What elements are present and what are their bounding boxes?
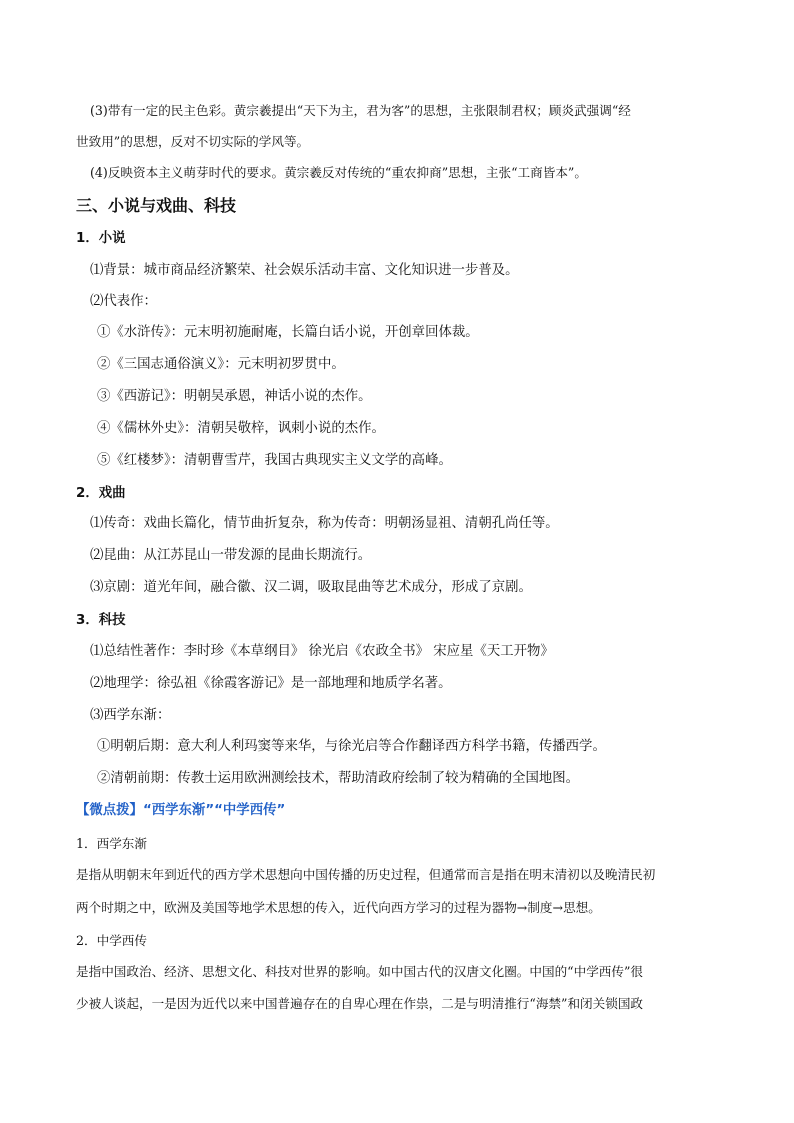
section-title: 三、小说与戏曲、科技 bbox=[76, 196, 237, 215]
novel-background: ⑴背景：城市商品经济繁荣、社会娱乐活动丰富、文化知识进一步普及。 bbox=[90, 263, 519, 278]
novel-work-item: ⑤《红楼梦》：清朝曹雪芹，我国古典现实主义文学的高峰。 bbox=[97, 453, 452, 468]
tech-geography: ⑵地理学：徐弘祖《徐霞客游记》是一部地理和地质学名著。 bbox=[90, 676, 452, 691]
tech-summary: ⑴总结性著作：李时珍《本草纲目》 徐光启《农政全书》 宋应星《天工开物》 bbox=[90, 644, 554, 659]
novel-work-item: ③《西游记》：明朝吴承恩，神话小说的杰作。 bbox=[97, 389, 372, 404]
tech-west-item: ①明朝后期：意大利人利玛窦等来华，与徐光启等合作翻译西方科学书籍，传播西学。 bbox=[97, 739, 606, 754]
tip-paragraph-2-line-2: 少被人谈起，一是因为近代以来中国普遍存在的自卑心理在作祟，二是与明清推行“海禁”和闭关锁国政 bbox=[76, 996, 644, 1011]
opera-heading: 2．戏曲 bbox=[76, 486, 126, 501]
tip-subheading-1: 1．西学东渐 bbox=[76, 836, 147, 851]
tech-west-item: ②清朝前期：传教士运用欧洲测绘技术，帮助清政府绘制了较为精确的全国地图。 bbox=[97, 771, 580, 786]
opera-item: ⑵昆曲：从江苏昆山一带发源的昆曲长期流行。 bbox=[90, 548, 372, 563]
novel-work-item: ④《儒林外史》：清朝吴敬梓，讽刺小说的杰作。 bbox=[97, 421, 385, 436]
novel-work-item: ②《三国志通俗演义》：元末明初罗贯中。 bbox=[97, 357, 345, 372]
tech-heading: 3．科技 bbox=[76, 613, 126, 628]
tip-paragraph-2-line-1: 是指中国政治、经济、思想文化、科技对世界的影响。如中国古代的汉唐文化圈。中国的“中学西传”很 bbox=[76, 964, 644, 979]
tip-paragraph-1-line-1: 是指从明朝末年到近代的西方学术思想向中国传播的历史过程，但通常而言是指在明末清初以及晚清民初 bbox=[76, 867, 656, 882]
paragraph-4: (4)反映资本主义萌芽时代的要求。黄宗羲反对传统的“重农抑商”思想，主张“工商皆本”。 bbox=[90, 165, 587, 180]
novel-work-item: ①《水浒传》：元末明初施耐庵，长篇白话小说，开创章回体裁。 bbox=[97, 325, 479, 340]
novel-heading: 1．小说 bbox=[76, 231, 126, 246]
opera-item: ⑶京剧：道光年间，融合徽、汉二调，吸取昆曲等艺术成分，形成了京剧。 bbox=[90, 580, 532, 595]
paragraph-3-line-1: (3)带有一定的民主色彩。黄宗羲提出“天下为主，君为客”的思想，主张限制君权；顾炎武强调“经 bbox=[90, 103, 631, 118]
tech-west-label: ⑶西学东渐： bbox=[90, 708, 171, 723]
tip-subheading-2: 2．中学西传 bbox=[76, 933, 147, 948]
tip-title: 【微点拨】“西学东渐”“中学西传” bbox=[76, 803, 286, 818]
tip-paragraph-1-line-2: 两个时期之中，欧洲及美国等地学术思想的传入，近代向西方学习的过程为器物→制度→思想。 bbox=[76, 900, 601, 915]
paragraph-3-line-2: 世致用”的思想，反对不切实际的学风等。 bbox=[76, 134, 310, 149]
novel-works-label: ⑵代表作： bbox=[90, 294, 157, 309]
opera-item: ⑴传奇：戏曲长篇化，情节曲折复杂，称为传奇：明朝汤显祖、清朝孔尚任等。 bbox=[90, 516, 559, 531]
